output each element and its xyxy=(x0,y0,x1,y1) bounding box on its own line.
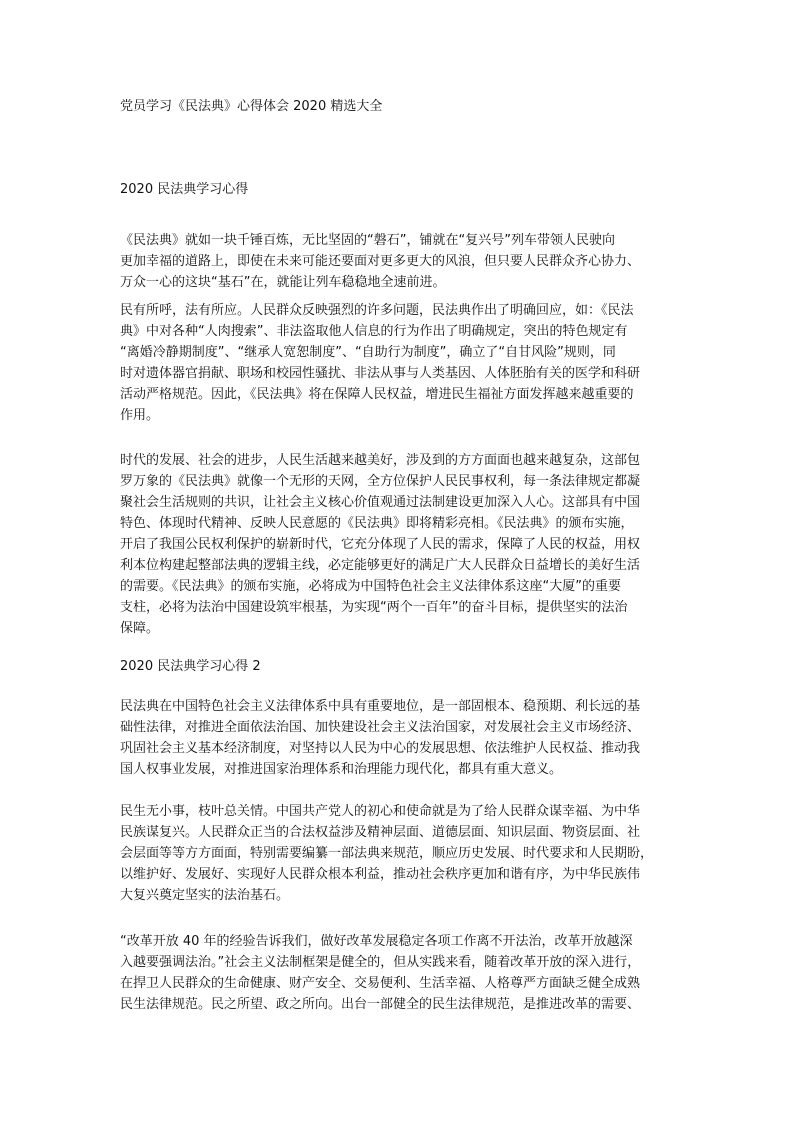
document-title: 党员学习《民法典》心得体会 2020 精选大全 xyxy=(120,99,383,114)
text-line: 大复兴奠定坚实的法治基石。 xyxy=(120,888,290,903)
paragraph xyxy=(120,450,676,639)
text-line: “离婚冷静期制度”、“继承人宽恕制度”、“自助行为制度”，确立了“自甘风险”规则，同 xyxy=(120,345,616,360)
text-line: 特色、体现时代精神、反映人民意愿的《民法典》即将精彩亮相。《民法典》的颁布实施， xyxy=(120,516,634,531)
text-line: 罗万象的《民法典》就像一个无形的天网，全方位保护人民民事权利，每一条法律规定都凝 xyxy=(120,474,641,489)
paragraph xyxy=(120,230,676,293)
text-line: 的需要。《民法典》的颁布实施，必将成为中国特色社会主义法律体系这座“大厦”的重要 xyxy=(120,579,621,594)
text-line: 开启了我国公民权利保护的崭新时代，它充分体现了人民的需求，保障了人民的权益，用权 xyxy=(120,537,641,552)
paragraph xyxy=(120,931,676,1015)
text-line: 民生法律规范。民之所望、政之所向。出台一部健全的民生法律规范，是推进改革的需要、 xyxy=(120,997,641,1012)
text-line: 入越要强调法治。”社会主义法制框架是健全的，但从实践来看，随着改革开放的深入进行， xyxy=(120,955,641,970)
text-line: 巩固社会主义基本经济制度，对坚持以人民为中心的发展思想、依法维护人民权益、推动我 xyxy=(120,741,641,756)
text-line: 典》中对各种“人肉搜索”、非法盗取他人信息的行为作出了明确规定，突出的特色规定有 xyxy=(120,324,628,339)
paragraph xyxy=(120,300,676,426)
text-line: 聚社会生活规则的共识，让社会主义核心价值观通过法制建设更加深入人心。这部具有中国 xyxy=(120,495,641,510)
text-line: 以维护好、发展好、实现好人民群众根本利益，推动社会秩序更加和谐有序，为中华民族伟 xyxy=(120,867,641,882)
text-line: 民族谋复兴。人民群众正当的合法权益涉及精神层面、道德层面、知识层面、物资层面、社 xyxy=(120,825,641,840)
text-line: 更加幸福的道路上，即使在未来可能还要面对更多更大的风浪，但只要人民群众齐心协力、 xyxy=(120,254,641,269)
text-line: 万众一心的这块“基石”在，就能让列车稳稳地全速前进。 xyxy=(120,275,446,290)
section-heading-1: 2020 民法典学习心得 xyxy=(120,182,249,197)
text-line: 保障。 xyxy=(120,621,160,636)
text-line: “改革开放 40 年的经验告诉我们，做好改革发展稳定各项工作离不开法治，改革开放越深 xyxy=(120,934,633,949)
text-line: 《民法典》就如一块千锤百炼，无比坚固的“磐石”，铺就在“复兴号”列车带领人民驶向 xyxy=(120,233,615,248)
text-line: 民生无小事，枝叶总关情。中国共产党人的初心和使命就是为了给人民群众谋幸福、为中华 xyxy=(120,804,641,819)
text-line: 作用。 xyxy=(120,408,160,423)
text-line: 在捍卫人民群众的生命健康、财产安全、交易便利、生活幸福、人格尊严方面缺乏健全成熟 xyxy=(120,976,641,991)
text-line: 支柱，必将为法治中国建设筑牢根基，为实现“两个一百年”的奋斗目标，提供坚实的法治 xyxy=(120,600,628,615)
text-line: 活动严格规范。因此，《民法典》将在保障人民权益，增进民生福祉方面发挥越来越重要的 xyxy=(120,387,634,402)
text-line: 民法典在中国特色社会主义法律体系中具有重要地位，是一部固根本、稳预期、利长远的基 xyxy=(120,699,641,714)
text-line: 时对遗体器官捐献、职场和校园性骚扰、非法从事与人类基因、人体胚胎有关的医学和科研 xyxy=(120,366,641,381)
paragraph xyxy=(120,801,676,906)
text-line: 国人权事业发展，对推进国家治理体系和治理能力现代化，都具有重大意义。 xyxy=(120,762,563,777)
text-line: 会层面等等方方面面，特别需要编纂一部法典来规范，顺应历史发展、时代要求和人民期盼， xyxy=(120,846,654,861)
text-line: 时代的发展、社会的进步，人民生活越来越美好，涉及到的方方面面也越来越复杂，这部包 xyxy=(120,453,641,468)
text-line: 民有所呼，法有所应。人民群众反映强烈的许多问题，民法典作出了明确回应，如：《民法 xyxy=(120,303,634,318)
paragraph xyxy=(120,696,676,780)
section-heading-2: 2020 民法典学习心得 2 xyxy=(120,659,261,674)
text-line: 础性法律，对推进全面依法治国、加快建设社会主义法治国家，对发展社会主义市场经济、 xyxy=(120,720,641,735)
text-line: 利本位构建起整部法典的逻辑主线，必定能够更好的满足广大人民群众日益增长的美好生活 xyxy=(120,558,641,573)
